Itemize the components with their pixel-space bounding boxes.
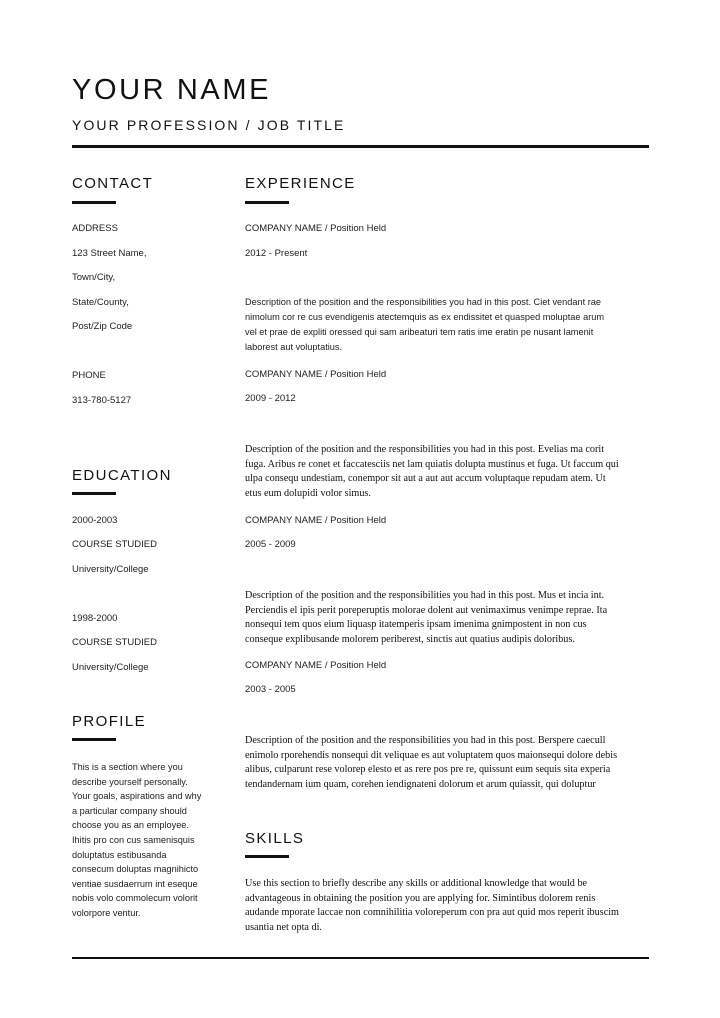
- job-description-line: nonsequi tem quos eium liquasp itatemperis ipsam imenima gnimpostent in non cus: [245, 619, 587, 631]
- job-description-line: conseque explibusande molorem periberest, sinctis aut quatius audipis doloribus.: [245, 634, 575, 646]
- skills-line: usantia net opta di.: [245, 922, 322, 934]
- profile-line: choose you as an employee.: [72, 820, 189, 831]
- education-heading: EDUCATION: [72, 467, 172, 484]
- job-description: [245, 734, 650, 793]
- resume-name: YOUR NAME: [72, 74, 272, 106]
- profile-line: Your goals, aspirations and why: [72, 791, 202, 802]
- education-years: 1998-2000: [72, 613, 118, 624]
- job-title: COMPANY NAME / Position Held: [245, 515, 387, 526]
- job-title: COMPANY NAME / Position Held: [245, 369, 387, 380]
- profile-line: This is a section where you: [72, 762, 183, 772]
- address-line: 123 Street Name,: [72, 248, 147, 259]
- job-description-line: tendandernam ium quam, corehen iendignateni dolorum et arum quiassit, qui doluptur: [245, 779, 596, 791]
- education-course: COURSE STUDIED: [72, 539, 157, 550]
- job-title: COMPANY NAME / Position Held: [245, 660, 387, 671]
- job-description: [245, 443, 650, 502]
- experience-heading: EXPERIENCE: [245, 175, 356, 192]
- address-line: State/County,: [72, 297, 129, 308]
- job-description-line: fuga. Aribus re conet et faccatesciis net lam quiatis dolupta mustinus et fuga. Ut faccum qui: [245, 458, 619, 470]
- experience-heading-underline: [245, 201, 289, 204]
- education-course: COURSE STUDIED: [72, 637, 157, 648]
- address-line: Town/City,: [72, 272, 116, 283]
- job-description-line: etus eum dolupidi volor simus.: [245, 488, 371, 500]
- job-description-line: Description of the position and the responsibilities you had in this post. Evelias ma corit: [245, 444, 605, 455]
- job-description-line: Description of the position and the responsibilities you had in this post. Ciet vendant rae: [245, 297, 601, 307]
- job-dates: 2009 - 2012: [245, 393, 296, 404]
- job-description-line: Description of the position and the responsibilities you had in this post. Berspere caecull: [245, 735, 606, 746]
- education-heading-underline: [72, 492, 116, 495]
- profile-heading-underline: [72, 738, 116, 741]
- job-dates: 2005 - 2009: [245, 539, 296, 550]
- profile-line: doluptatus estibusanda: [72, 849, 167, 860]
- phone-label: PHONE: [72, 370, 106, 381]
- phone-number: 313-780-5127: [72, 395, 132, 406]
- education-years: 2000-2003: [72, 515, 118, 526]
- skills-heading-underline: [245, 855, 289, 858]
- job-description: [245, 589, 650, 648]
- job-description-line: enimolo rporehendis nonsequi dit veliquae es aut voluptatem quos maionsequi dolore debis: [245, 749, 618, 761]
- job-description-line: Description of the position and the responsibilities you had in this post. Mus et incia int.: [245, 590, 605, 601]
- address-label: ADDRESS: [72, 223, 118, 234]
- address-line: Post/Zip Code: [72, 321, 133, 332]
- profile-line: nobis volo commolecum volorit: [72, 893, 198, 904]
- contact-heading: CONTACT: [72, 175, 154, 192]
- profile-text: [72, 760, 232, 921]
- profile-heading: PROFILE: [72, 713, 146, 730]
- footer-divider: [72, 957, 649, 959]
- job-description-line: alibus, culparunt rese volorep elesto et as rere pos pre re, quissunt eum sequis sita experia: [245, 764, 611, 776]
- education-school: University/College: [72, 564, 149, 575]
- header-divider: [72, 145, 649, 148]
- job-dates: 2012 - Present: [245, 248, 308, 259]
- skills-line: audande mporate laccae non comnihilitia voloreperum con pra aut quid mos reperit ibuscim: [245, 907, 619, 919]
- profile-line: describe yourself personally.: [72, 776, 188, 787]
- profile-line: ventiae susdaerrum int eseque: [72, 878, 198, 889]
- job-title: COMPANY NAME / Position Held: [245, 223, 387, 234]
- skills-text: [245, 877, 650, 936]
- skills-line: Use this section to briefly describe any skills or additional knowledge that would be: [245, 878, 588, 889]
- education-school: University/College: [72, 662, 149, 673]
- contact-heading-underline: [72, 201, 116, 204]
- profile-line: consecum doluptas magnihicto: [72, 864, 199, 875]
- profile-line: a particular company should: [72, 805, 187, 816]
- skills-line: advantageous in obtaining the position you are applying for. Simintibus dolorem renis: [245, 892, 596, 904]
- profile-line: volorpore ventur.: [72, 907, 141, 918]
- job-dates: 2003 - 2005: [245, 684, 296, 695]
- profile-line: Ihitis pro con cus samenisquis: [72, 834, 195, 845]
- job-description-line: laborest aut voluptatius.: [245, 342, 343, 352]
- job-description-line: Perciendis el ipis perit poreperuptis molorae dolent aut venimaximus venimpe reprae. Ita: [245, 604, 608, 616]
- job-description: [245, 295, 650, 355]
- job-title: YOUR PROFESSION / JOB TITLE: [72, 117, 346, 133]
- job-description-line: nimolum cor re cus evendigenis atectemquis as ex endissitet et quasped moluptae arum: [245, 312, 605, 322]
- job-description-line: ulpa consequ undestiam, conempor sit aut a aut aut accum voluptaque repudam atem. Ut: [245, 473, 606, 485]
- job-description-line: vel et prae de expliti oressed qui sam aribeaturi tem ratis ime eratin pe nusant lamenit: [245, 327, 594, 337]
- skills-heading: SKILLS: [245, 830, 305, 847]
